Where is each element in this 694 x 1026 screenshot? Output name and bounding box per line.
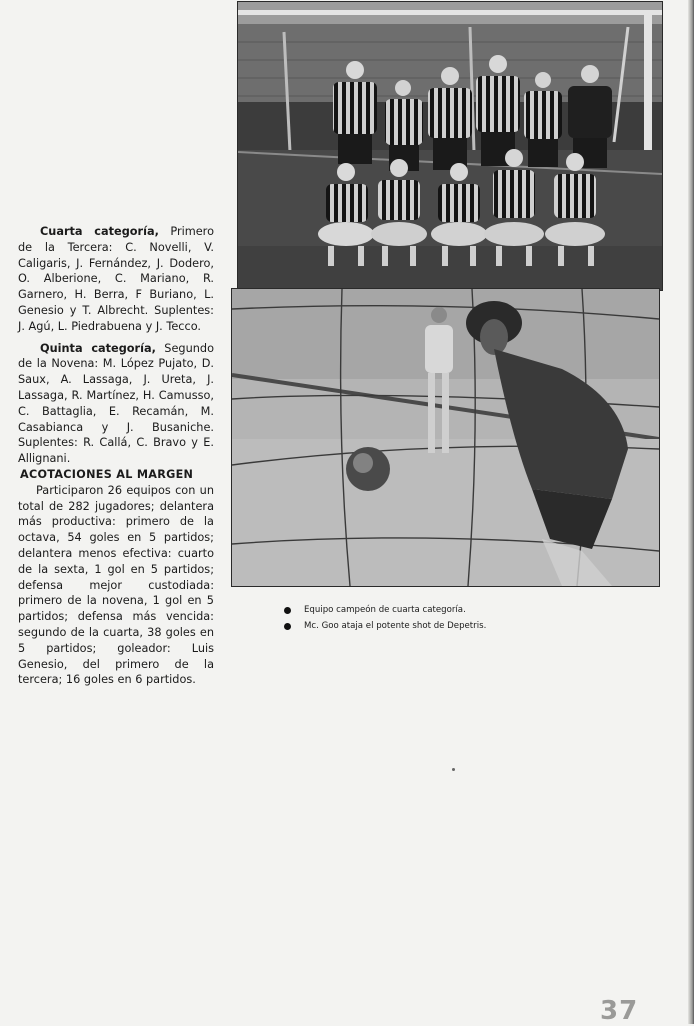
caption-text: Mc. Goo ataja el potente shot de Depetris. — [304, 621, 487, 631]
margin-notes-paragraph: Participaron 26 equipos con un total de 282 jugadores; delantera más productiva: primero de la octava, 54 goles en 5 partidos; delantera menos efectiva: cuarto de la sexta, 1 gol en 5 partidos; defensa mejor custodiada: primero de la novena, 1 gol en 5 partidos; defensa más vencida: segundo de la cuarta, 38 goles en 5 partidos; goleador: Luis Genesio, del primero de la tercera; 16 goles en 6 partidos. — [18, 483, 214, 687]
fifth-category-roster: Segundo de la Novena: M. López Pujato, D. Saux, A. Lassaga, J. Ureta, J. Lassaga, R. Martínez, H. Camusso, C. Battaglia, E. Recamán, M. Casabianca y J. Busaniche. Suplentes: R. Callá, C. Bravo y E. Allignani. — [18, 341, 214, 466]
print-speck — [452, 768, 455, 771]
fourth-category-roster: Primero de la Tercera: C. Novelli, V. Caligaris, J. Fernández, J. Dodero, O. Alberione, C. Mariano, R. Garnero, H. Berra, F Buriano, L. Genesio y T. Albrecht. Suplentes: J. Agú, L. Piedrabuena y J. Tecco. — [18, 225, 214, 333]
fourth-category-paragraph — [18, 224, 214, 335]
article-text-column — [18, 224, 214, 688]
page-number: 37 — [600, 996, 639, 1026]
fifth-category-paragraph — [18, 341, 214, 467]
goalkeeper-photo — [231, 288, 660, 587]
caption-text: Equipo campeón de cuarta categoría. — [304, 605, 466, 615]
fourth-category-heading: Cuarta categoría, — [40, 225, 159, 238]
fifth-category-heading: Quinta categoría, — [40, 341, 156, 355]
bullet-icon — [284, 607, 291, 614]
scan-edge-shadow — [688, 0, 694, 1024]
section-title: ACOTACIONES AL MARGEN — [20, 467, 194, 481]
photo-captions — [284, 602, 604, 634]
team-photo — [237, 1, 663, 291]
caption-line — [284, 618, 604, 634]
caption-line — [284, 602, 604, 618]
bullet-icon — [284, 623, 291, 630]
